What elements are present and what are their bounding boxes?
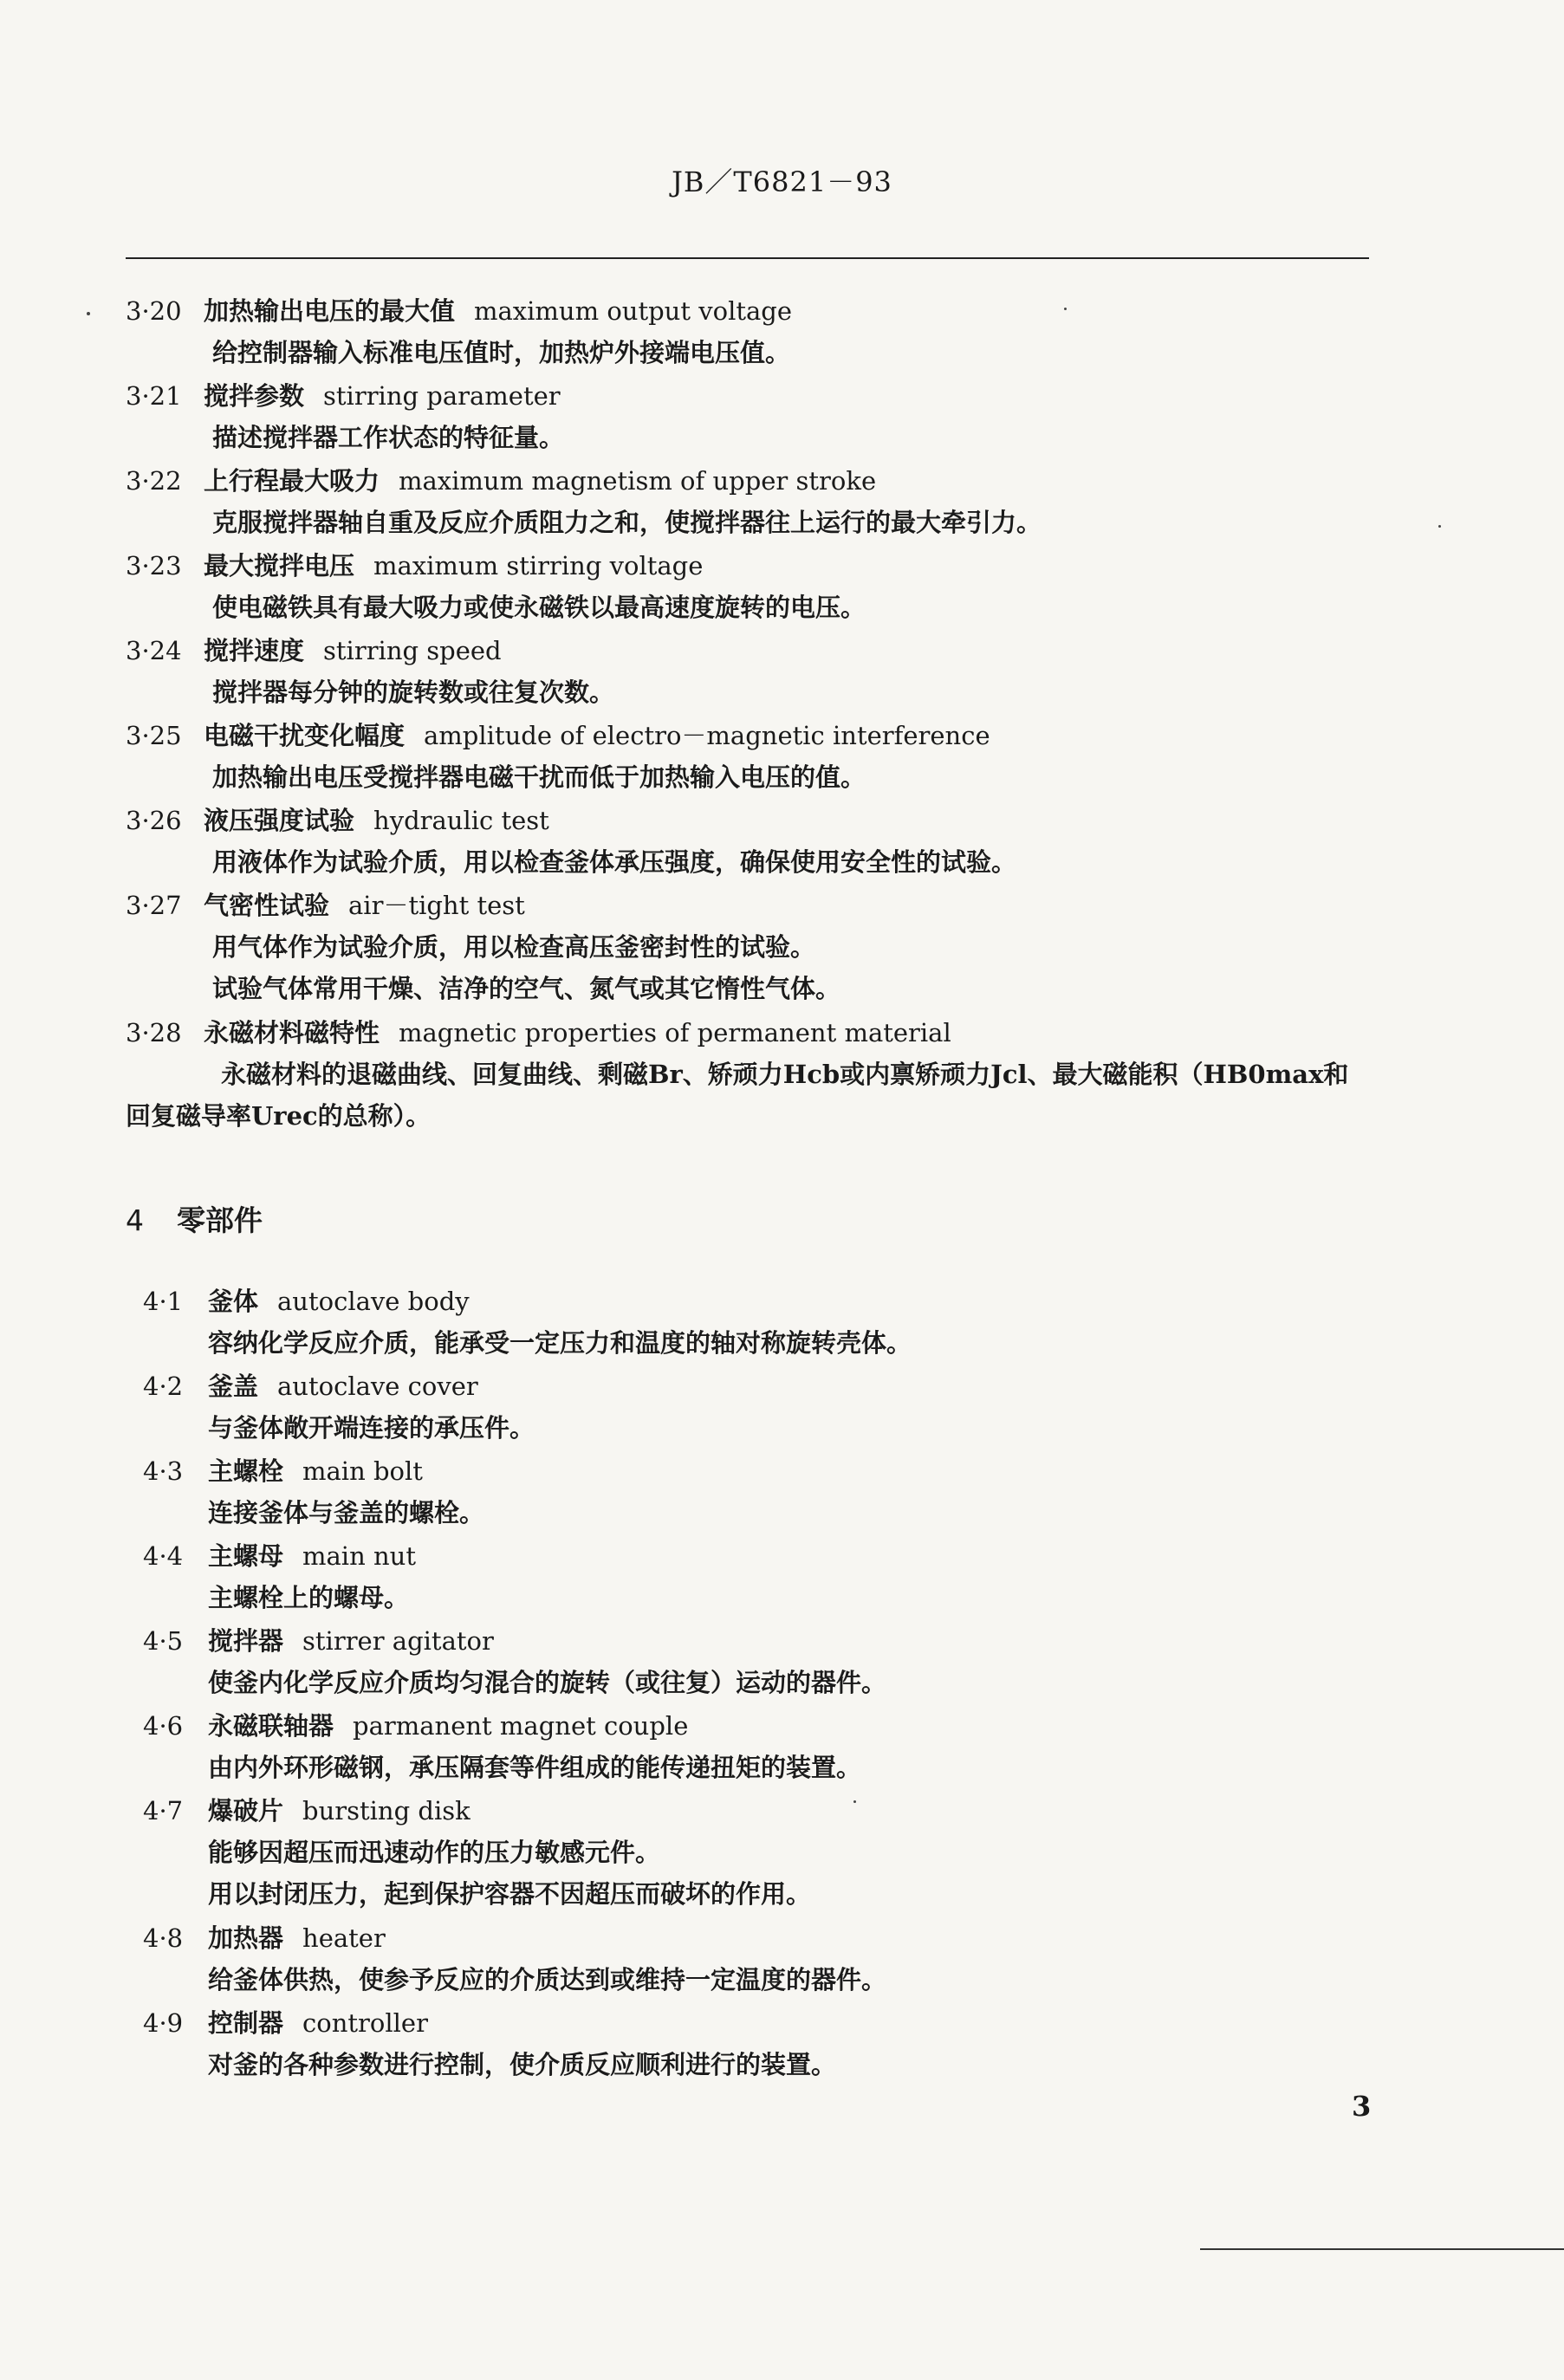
term-zh: 爆破片 bbox=[208, 1796, 284, 1826]
term-zh: 搅拌参数 bbox=[204, 381, 305, 411]
entry-number: 4·9 bbox=[143, 2008, 184, 2038]
term-definition: 与釜体敞开端连接的承压件。 bbox=[208, 1413, 535, 1443]
entry-number: 4·3 bbox=[143, 1456, 184, 1486]
entry-number: 3·26 bbox=[126, 806, 182, 835]
term-zh: 釜体 bbox=[208, 1287, 259, 1316]
entry-number: 3·27 bbox=[126, 891, 182, 920]
term-definition: 用液体作为试验介质，用以检查釜体承压强度，确保使用安全性的试验。 bbox=[212, 847, 1017, 877]
term-definition-note: 试验气体常用干燥、洁净的空气、氮气或其它惰性气体。 bbox=[212, 974, 841, 1003]
entry-number: 4·1 bbox=[143, 1287, 184, 1316]
term-zh: 加热输出电压的最大值 bbox=[204, 296, 456, 326]
term-en: air－tight test bbox=[348, 891, 525, 920]
term-definition-continuation: 回复磁导率Urec的总称）。 bbox=[126, 1101, 432, 1131]
term-en: heater bbox=[302, 1923, 386, 1953]
term-definition: 主螺栓上的螺母。 bbox=[208, 1583, 410, 1612]
entry-number: 3·21 bbox=[126, 381, 182, 411]
term-zh: 最大搅拌电压 bbox=[204, 551, 355, 580]
entry-number: 3·23 bbox=[126, 551, 182, 580]
term-definition: 能够因超压而迅速动作的压力敏感元件。 bbox=[208, 1838, 661, 1867]
entry-number: 4·5 bbox=[143, 1626, 184, 1656]
term-definition: 永磁材料的退磁曲线、回复曲线、剩磁Br、矫顽力Hcb或内禀矫顽力Jcl、最大磁能积（HB0max和 bbox=[221, 1060, 1349, 1089]
entry-number: 3·22 bbox=[126, 466, 182, 496]
term-zh: 主螺母 bbox=[208, 1541, 284, 1571]
entry-number: 4·6 bbox=[143, 1711, 184, 1741]
term-definition: 连接釜体与釜盖的螺栓。 bbox=[208, 1498, 485, 1527]
term-definition: 给控制器输入标准电压值时，加热炉外接端电压值。 bbox=[212, 338, 791, 367]
term-en: stirrer agitator bbox=[302, 1626, 494, 1656]
term-zh: 搅拌速度 bbox=[204, 636, 305, 665]
term-definition: 使电磁铁具有最大吸力或使永磁铁以最高速度旋转的电压。 bbox=[212, 593, 866, 622]
term-zh: 永磁材料磁特性 bbox=[204, 1018, 380, 1047]
term-definition: 加热输出电压受搅拌器电磁干扰而低于加热输入电压的值。 bbox=[212, 762, 866, 792]
term-en: maximum magnetism of upper stroke bbox=[399, 466, 877, 496]
entry-number: 3·24 bbox=[126, 636, 182, 665]
term-en: main nut bbox=[302, 1541, 416, 1571]
term-definition-note: 用以封闭压力，起到保护容器不因超压而破坏的作用。 bbox=[208, 1879, 812, 1909]
entry-number: 4·7 bbox=[143, 1796, 184, 1826]
term-definition: 使釜内化学反应介质均匀混合的旋转（或往复）运动的器件。 bbox=[208, 1668, 887, 1697]
entry-number: 4·8 bbox=[143, 1923, 184, 1953]
term-zh: 搅拌器 bbox=[208, 1626, 284, 1656]
term-en: amplitude of electro－magnetic interference bbox=[424, 721, 990, 750]
entry-number: 3·20 bbox=[126, 296, 182, 326]
term-en: maximum output voltage bbox=[474, 296, 793, 326]
term-definition: 用气体作为试验介质，用以检查高压釜密封性的试验。 bbox=[212, 932, 816, 962]
term-en: hydraulic test bbox=[373, 806, 549, 835]
scan-speck bbox=[1064, 308, 1067, 310]
document-code-header: JB／T6821－93 bbox=[672, 165, 892, 198]
term-en: autoclave body bbox=[277, 1287, 470, 1316]
term-en: bursting disk bbox=[302, 1796, 470, 1826]
scan-speck bbox=[1438, 525, 1441, 528]
section-heading bbox=[126, 1198, 263, 1239]
term-en: stirring parameter bbox=[323, 381, 561, 411]
term-zh: 永磁联轴器 bbox=[208, 1711, 334, 1741]
term-en: parmanent magnet couple bbox=[353, 1711, 689, 1741]
term-zh: 控制器 bbox=[208, 2008, 284, 2038]
term-en: controller bbox=[302, 2008, 428, 2038]
scan-speck bbox=[87, 312, 90, 315]
term-zh: 主螺栓 bbox=[208, 1456, 284, 1486]
term-zh: 气密性试验 bbox=[204, 891, 330, 920]
entry-number: 4·4 bbox=[143, 1541, 184, 1571]
term-en: maximum stirring voltage bbox=[373, 551, 704, 580]
entry-number: 3·28 bbox=[126, 1018, 182, 1047]
term-en: main bolt bbox=[302, 1456, 423, 1486]
term-definition: 由内外环形磁钢，承压隔套等件组成的能传递扭矩的装置。 bbox=[208, 1753, 862, 1782]
entry-number: 4·2 bbox=[143, 1372, 184, 1401]
term-zh: 电磁干扰变化幅度 bbox=[204, 721, 406, 750]
term-zh: 液压强度试验 bbox=[204, 806, 355, 835]
term-en: magnetic properties of permanent material bbox=[399, 1018, 951, 1047]
term-definition: 克服搅拌器轴自重及反应介质阻力之和，使搅拌器往上运行的最大牵引力。 bbox=[212, 508, 1042, 537]
scan-speck bbox=[853, 1800, 856, 1803]
term-definition: 给釜体供热，使参予反应的介质达到或维持一定温度的器件。 bbox=[208, 1965, 887, 1994]
section-number: 4 bbox=[126, 1203, 144, 1237]
term-zh: 釜盖 bbox=[208, 1372, 259, 1401]
term-definition: 搅拌器每分钟的旋转数或往复次数。 bbox=[212, 678, 615, 707]
header-rule bbox=[126, 257, 1369, 259]
term-definition: 对釜的各种参数进行控制，使介质反应顺利进行的装置。 bbox=[208, 2050, 837, 2079]
entry-number: 3·25 bbox=[126, 721, 182, 750]
section-title: 零部件 bbox=[177, 1203, 263, 1237]
term-en: stirring speed bbox=[323, 636, 502, 665]
term-definition: 描述搅拌器工作状态的特征量。 bbox=[212, 423, 565, 452]
term-definition: 容纳化学反应介质，能承受一定压力和温度的轴对称旋转壳体。 bbox=[208, 1328, 912, 1358]
term-zh: 加热器 bbox=[208, 1923, 284, 1953]
page-number: 3 bbox=[1352, 2090, 1372, 2123]
term-en: autoclave cover bbox=[277, 1372, 478, 1401]
term-zh: 上行程最大吸力 bbox=[204, 466, 380, 496]
footer-rule bbox=[1200, 2248, 1564, 2250]
